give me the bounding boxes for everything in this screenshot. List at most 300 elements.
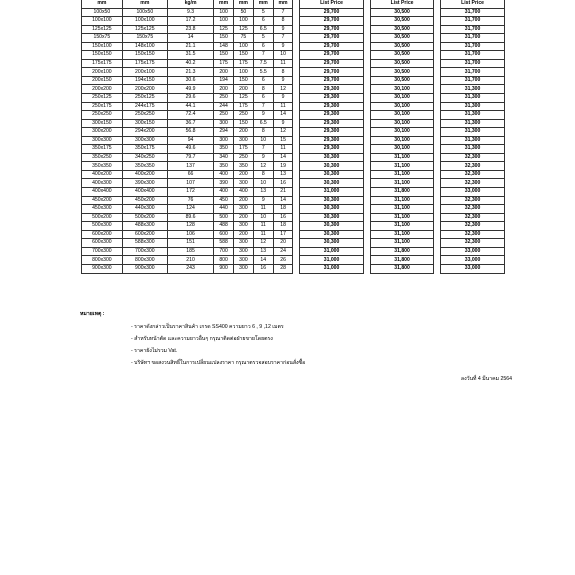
- table-header-row: [82, 0, 505, 8]
- price-cell: 29,300: [300, 145, 364, 154]
- table-cell: 5.5: [253, 68, 273, 77]
- table-cell: 100: [214, 17, 234, 26]
- table-cell: 300: [234, 239, 254, 248]
- price-cell: 32,300: [441, 196, 505, 205]
- price-cell: 30,500: [370, 51, 434, 60]
- table-cell: 11: [253, 205, 273, 214]
- table-cell: 400x200: [82, 170, 123, 179]
- table-row: [82, 256, 505, 265]
- table-cell: 175: [234, 102, 254, 111]
- price-cell: 30,100: [370, 136, 434, 145]
- column-gap: [293, 239, 300, 248]
- table-cell: 7.5: [253, 59, 273, 68]
- column-gap: [434, 111, 441, 120]
- table-cell: 300: [214, 119, 234, 128]
- table-cell: 14: [273, 196, 293, 205]
- table-cell: 200: [234, 196, 254, 205]
- price-cell: 29,300: [300, 119, 364, 128]
- table-cell: 150x75: [122, 34, 167, 43]
- column-gap: [434, 0, 441, 8]
- table-row: [82, 213, 505, 222]
- table-cell: 900: [214, 264, 234, 273]
- table-cell: 6.5: [253, 119, 273, 128]
- table-cell: 350x350: [82, 162, 123, 171]
- table-cell: 16: [253, 264, 273, 273]
- column-gap: [434, 179, 441, 188]
- table-cell: 194: [214, 76, 234, 85]
- table-cell: 900x300: [82, 264, 123, 273]
- column-gap: [434, 128, 441, 137]
- table-cell: 400x400: [82, 188, 123, 197]
- table-cell: 107: [167, 179, 213, 188]
- column-gap: [363, 196, 370, 205]
- price-cell: 32,300: [441, 162, 505, 171]
- table-cell: 17: [273, 230, 293, 239]
- price-cell: 31,700: [441, 68, 505, 77]
- table-cell: 8: [253, 85, 273, 94]
- notes-title: หมายเหตุ :: [80, 311, 105, 317]
- price-cell: 29,700: [300, 76, 364, 85]
- price-cell: 30,500: [370, 8, 434, 17]
- price-cell: 32,300: [441, 153, 505, 162]
- price-cell: 32,300: [441, 213, 505, 222]
- price-cell: 29,300: [300, 128, 364, 137]
- table-cell: 8: [253, 170, 273, 179]
- table-cell: 10: [253, 179, 273, 188]
- column-gap: [363, 17, 370, 26]
- price-cell: 29,700: [300, 25, 364, 34]
- table-cell: 600x200: [122, 230, 167, 239]
- table-cell: 18: [273, 205, 293, 214]
- price-cell: 32,300: [441, 179, 505, 188]
- column-gap: [363, 188, 370, 197]
- table-cell: 250x250: [82, 111, 123, 120]
- price-cell: 31,100: [370, 196, 434, 205]
- table-cell: 500x200: [122, 213, 167, 222]
- table-cell: 19: [273, 162, 293, 171]
- column-gap: [363, 230, 370, 239]
- column-gap: [363, 153, 370, 162]
- table-row: [82, 94, 505, 103]
- column-gap: [293, 153, 300, 162]
- price-cell: 30,500: [370, 68, 434, 77]
- table-cell: 49.6: [167, 145, 213, 154]
- price-cell: 30,300: [300, 196, 364, 205]
- column-gap: [434, 205, 441, 214]
- table-cell: 300: [234, 205, 254, 214]
- table-cell: 300: [214, 136, 234, 145]
- table-cell: 800: [214, 256, 234, 265]
- table-cell: 175x175: [82, 59, 123, 68]
- column-gap: [434, 68, 441, 77]
- price-cell: 31,800: [370, 247, 434, 256]
- table-row: [82, 239, 505, 248]
- table-cell: 294x200: [122, 128, 167, 137]
- table-cell: 300: [234, 136, 254, 145]
- table-cell: 12: [273, 85, 293, 94]
- table-cell: 250: [234, 111, 254, 120]
- column-gap: [293, 247, 300, 256]
- column-gap: [293, 34, 300, 43]
- table-cell: 488x300: [122, 222, 167, 231]
- price-cell: 32,300: [441, 170, 505, 179]
- price-cell: 30,300: [300, 230, 364, 239]
- table-cell: 24: [273, 247, 293, 256]
- table-cell: 31.5: [167, 51, 213, 60]
- column-gap: [434, 162, 441, 171]
- table-cell: 11: [253, 222, 273, 231]
- table-cell: 250: [214, 111, 234, 120]
- table-cell: 6: [253, 76, 273, 85]
- table-row: [82, 68, 505, 77]
- table-cell: 300: [234, 256, 254, 265]
- table-cell: 300x150: [82, 119, 123, 128]
- table-cell: 200: [234, 128, 254, 137]
- price-cell: 30,100: [370, 119, 434, 128]
- price-cell: 30,100: [370, 94, 434, 103]
- table-cell: 21: [273, 188, 293, 197]
- table-cell: 488: [214, 222, 234, 231]
- column-gap: [434, 239, 441, 248]
- column-gap: [434, 102, 441, 111]
- column-gap: [293, 196, 300, 205]
- price-cell: 30,500: [370, 25, 434, 34]
- column-gap: [434, 51, 441, 60]
- column-gap: [363, 8, 370, 17]
- column-gap: [363, 247, 370, 256]
- table-cell: 10: [273, 51, 293, 60]
- price-cell: 30,300: [300, 170, 364, 179]
- table-cell: 588x300: [122, 239, 167, 248]
- table-cell: 12: [253, 162, 273, 171]
- table-cell: 29.6: [167, 94, 213, 103]
- table-cell: 9: [253, 153, 273, 162]
- table-cell: 148x100: [122, 42, 167, 51]
- table-cell: 8: [273, 17, 293, 26]
- table-cell: 125x125: [82, 25, 123, 34]
- table-cell: 440: [214, 205, 234, 214]
- column-gap: [434, 119, 441, 128]
- column-gap: [363, 205, 370, 214]
- table-cell: 79.7: [167, 153, 213, 162]
- price-cell: 30,500: [370, 59, 434, 68]
- table-row: [82, 59, 505, 68]
- table-row: [82, 170, 505, 179]
- column-gap: [293, 264, 300, 273]
- price-cell: 30,300: [300, 179, 364, 188]
- table-cell: 200: [234, 170, 254, 179]
- column-gap: [293, 68, 300, 77]
- table-cell: 300: [234, 179, 254, 188]
- column-header: kg/m: [167, 0, 213, 8]
- column-gap: [293, 8, 300, 17]
- column-header: List Price: [300, 0, 364, 8]
- price-cell: 30,100: [370, 145, 434, 154]
- column-gap: [293, 256, 300, 265]
- price-cell: 31,100: [370, 239, 434, 248]
- price-cell: 29,300: [300, 111, 364, 120]
- column-gap: [293, 0, 300, 8]
- table-cell: 150: [234, 119, 254, 128]
- price-cell: 31,700: [441, 34, 505, 43]
- table-cell: 13: [253, 188, 273, 197]
- table-cell: 350: [214, 162, 234, 171]
- table-cell: 700x300: [122, 247, 167, 256]
- table-row: [82, 17, 505, 26]
- price-cell: 29,300: [300, 94, 364, 103]
- column-header: mm: [253, 0, 273, 8]
- column-gap: [434, 264, 441, 273]
- table-cell: 150: [214, 51, 234, 60]
- column-gap: [363, 59, 370, 68]
- price-cell: 31,700: [441, 59, 505, 68]
- table-cell: 450: [214, 196, 234, 205]
- column-gap: [434, 256, 441, 265]
- table-cell: 340: [214, 153, 234, 162]
- table-cell: 350: [214, 145, 234, 154]
- price-cell: 31,000: [300, 188, 364, 197]
- table-cell: 13: [273, 170, 293, 179]
- table-cell: 106: [167, 230, 213, 239]
- table-cell: 200x200: [122, 85, 167, 94]
- table-cell: 5: [253, 8, 273, 17]
- price-cell: 30,100: [370, 128, 434, 137]
- table-cell: 89.6: [167, 213, 213, 222]
- table-cell: 21.1: [167, 42, 213, 51]
- table-cell: 100x50: [82, 8, 123, 17]
- table-cell: 75: [234, 34, 254, 43]
- table-cell: 12: [273, 128, 293, 137]
- column-gap: [293, 188, 300, 197]
- price-cell: 29,300: [300, 136, 364, 145]
- table-cell: 200x200: [82, 85, 123, 94]
- table-cell: 100: [234, 42, 254, 51]
- table-cell: 440x300: [122, 205, 167, 214]
- column-gap: [293, 76, 300, 85]
- table-cell: 450x200: [122, 196, 167, 205]
- column-gap: [363, 94, 370, 103]
- table-cell: 250x175: [82, 102, 123, 111]
- table-cell: 194x150: [122, 76, 167, 85]
- table-cell: 14: [273, 153, 293, 162]
- column-gap: [434, 170, 441, 179]
- table-cell: 23.8: [167, 25, 213, 34]
- table-row: [82, 179, 505, 188]
- table-cell: 350x350: [122, 162, 167, 171]
- table-cell: 30.6: [167, 76, 213, 85]
- column-gap: [363, 85, 370, 94]
- table-cell: 243: [167, 264, 213, 273]
- table-cell: 300: [234, 222, 254, 231]
- table-cell: 17.2: [167, 17, 213, 26]
- column-gap: [363, 145, 370, 154]
- table-cell: 350x175: [122, 145, 167, 154]
- table-cell: 250x125: [122, 94, 167, 103]
- table-row: [82, 162, 505, 171]
- column-gap: [293, 85, 300, 94]
- price-cell: 31,000: [300, 247, 364, 256]
- table-cell: 200: [214, 68, 234, 77]
- price-cell: 31,300: [441, 136, 505, 145]
- table-cell: 100: [234, 17, 254, 26]
- table-cell: 200: [234, 230, 254, 239]
- column-gap: [434, 85, 441, 94]
- table-cell: 100: [214, 8, 234, 17]
- table-cell: 300: [234, 247, 254, 256]
- column-gap: [363, 239, 370, 248]
- table-cell: 9: [273, 25, 293, 34]
- table-cell: 36.7: [167, 119, 213, 128]
- table-cell: 200: [214, 85, 234, 94]
- column-header: mm: [82, 0, 123, 8]
- table-cell: 150: [214, 34, 234, 43]
- column-gap: [293, 59, 300, 68]
- table-cell: 300: [234, 264, 254, 273]
- column-gap: [434, 42, 441, 51]
- table-row: [82, 8, 505, 17]
- price-cell: 30,100: [370, 102, 434, 111]
- price-cell: 29,700: [300, 42, 364, 51]
- column-gap: [293, 25, 300, 34]
- table-row: [82, 119, 505, 128]
- table-cell: 100: [234, 68, 254, 77]
- table-cell: 9: [253, 196, 273, 205]
- price-cell: 30,100: [370, 85, 434, 94]
- table-row: [82, 196, 505, 205]
- table-cell: 150x100: [82, 42, 123, 51]
- price-cell: 29,300: [300, 85, 364, 94]
- table-cell: 16: [273, 213, 293, 222]
- price-cell: 31,000: [300, 264, 364, 273]
- column-header: mm: [234, 0, 254, 8]
- table-cell: 15: [273, 136, 293, 145]
- column-gap: [363, 119, 370, 128]
- h-beam-price-table: [81, 0, 505, 274]
- column-gap: [434, 136, 441, 145]
- table-cell: 500: [214, 213, 234, 222]
- column-gap: [293, 179, 300, 188]
- price-cell: 30,500: [370, 34, 434, 43]
- column-gap: [434, 34, 441, 43]
- table-cell: 151: [167, 239, 213, 248]
- table-cell: 6.5: [253, 25, 273, 34]
- column-gap: [363, 128, 370, 137]
- price-cell: 31,100: [370, 153, 434, 162]
- column-gap: [434, 94, 441, 103]
- table-cell: 11: [273, 59, 293, 68]
- column-gap: [293, 213, 300, 222]
- table-cell: 400: [214, 170, 234, 179]
- table-cell: 500x300: [82, 222, 123, 231]
- table-cell: 6: [253, 94, 273, 103]
- table-cell: 150x75: [82, 34, 123, 43]
- table-cell: 12: [253, 239, 273, 248]
- table-row: [82, 153, 505, 162]
- table-cell: 9: [253, 111, 273, 120]
- price-cell: 30,300: [300, 213, 364, 222]
- table-cell: 9: [273, 42, 293, 51]
- table-cell: 300x300: [82, 136, 123, 145]
- table-cell: 148: [214, 42, 234, 51]
- column-gap: [363, 170, 370, 179]
- table-cell: 294: [214, 128, 234, 137]
- note-item: - สำหรับหน้าตัด และความยาวอื่นๆ กรุณาติดต่อฝ่ายขายโดยตรง: [131, 336, 273, 342]
- column-gap: [293, 205, 300, 214]
- table-cell: 7: [253, 145, 273, 154]
- table-cell: 150: [234, 76, 254, 85]
- price-cell: 29,300: [300, 102, 364, 111]
- table-cell: 500x200: [82, 213, 123, 222]
- table-cell: 340x250: [122, 153, 167, 162]
- table-cell: 250x125: [82, 94, 123, 103]
- table-cell: 9: [273, 119, 293, 128]
- table-row: [82, 222, 505, 231]
- table-row: [82, 145, 505, 154]
- table-cell: 900x300: [122, 264, 167, 273]
- table-cell: 26: [273, 256, 293, 265]
- price-cell: 29,700: [300, 68, 364, 77]
- price-cell: 31,100: [370, 230, 434, 239]
- table-cell: 14: [273, 111, 293, 120]
- table-cell: 700x300: [82, 247, 123, 256]
- table-cell: 400x400: [122, 188, 167, 197]
- price-cell: 29,700: [300, 17, 364, 26]
- table-cell: 400: [214, 188, 234, 197]
- price-cell: 31,300: [441, 94, 505, 103]
- column-gap: [363, 264, 370, 273]
- column-gap: [293, 94, 300, 103]
- table-cell: 28: [273, 264, 293, 273]
- table-cell: 150x150: [122, 51, 167, 60]
- table-row: [82, 247, 505, 256]
- table-cell: 390x300: [122, 179, 167, 188]
- document-date: ลงวันที่ 4 มีนาคม 2564: [460, 376, 512, 382]
- table-row: [82, 85, 505, 94]
- price-cell: 30,300: [300, 205, 364, 214]
- note-item: - ราคายังไม่รวม Vat.: [131, 348, 178, 354]
- price-cell: 30,100: [370, 111, 434, 120]
- table-cell: 150: [234, 51, 254, 60]
- table-cell: 50: [234, 8, 254, 17]
- column-gap: [293, 17, 300, 26]
- column-gap: [434, 188, 441, 197]
- price-cell: 31,700: [441, 8, 505, 17]
- table-cell: 450x300: [82, 205, 123, 214]
- table-row: [82, 188, 505, 197]
- price-cell: 32,300: [441, 230, 505, 239]
- table-cell: 8: [253, 128, 273, 137]
- table-cell: 250: [234, 153, 254, 162]
- column-gap: [293, 102, 300, 111]
- table-cell: 7: [273, 34, 293, 43]
- table-cell: 5: [253, 34, 273, 43]
- price-cell: 30,300: [300, 153, 364, 162]
- table-cell: 300x300: [122, 136, 167, 145]
- price-cell: 30,300: [300, 239, 364, 248]
- table-cell: 350: [234, 162, 254, 171]
- table-cell: 350x250: [82, 153, 123, 162]
- table-row: [82, 264, 505, 273]
- column-gap: [363, 51, 370, 60]
- table-cell: 14: [253, 256, 273, 265]
- column-gap: [293, 42, 300, 51]
- column-gap: [293, 119, 300, 128]
- price-cell: 29,700: [300, 8, 364, 17]
- column-gap: [434, 76, 441, 85]
- table-cell: 588: [214, 239, 234, 248]
- column-gap: [434, 8, 441, 17]
- price-cell: 31,700: [441, 17, 505, 26]
